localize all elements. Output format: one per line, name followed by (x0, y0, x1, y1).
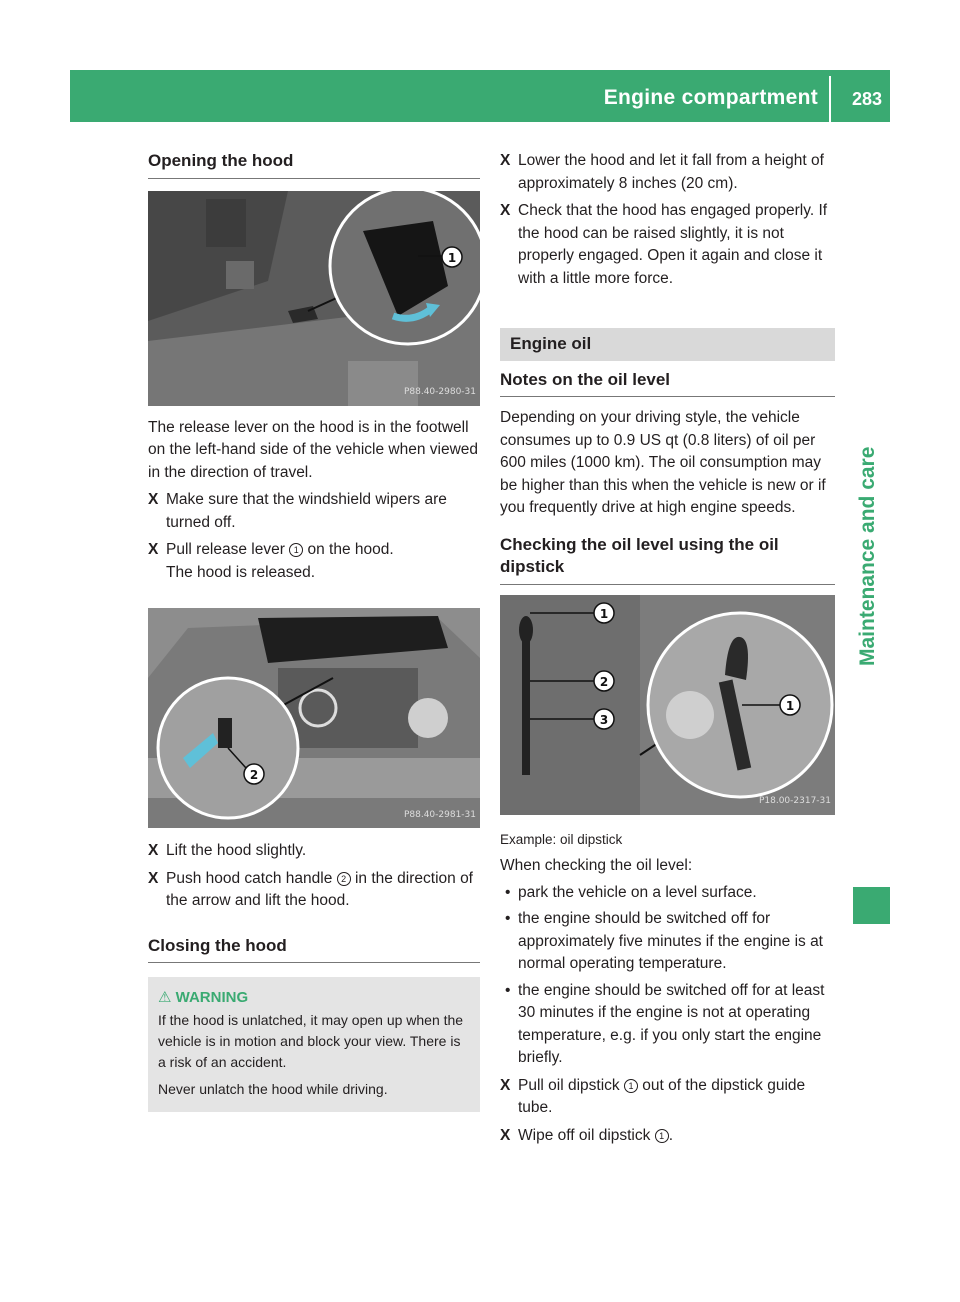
right-column (500, 150, 835, 1147)
hood-catch-image (148, 608, 480, 828)
callout-number-icon: 1 (655, 1129, 669, 1143)
bullet-icon: • (505, 981, 511, 999)
callout-number-icon: 1 (624, 1079, 638, 1093)
step-text: Push hood catch handle (166, 869, 337, 887)
list-item (500, 908, 835, 976)
step-arrow-icon: X (500, 1076, 511, 1094)
checking-intro: When checking the oil level: (500, 857, 693, 874)
image2-callout: 2 (249, 768, 259, 782)
chapter-title: Engine compartment (603, 86, 818, 109)
closing-hood-heading: Closing the hood (148, 935, 480, 964)
bullet-icon: • (505, 883, 511, 901)
instruction-step (148, 840, 480, 863)
bullet-icon: • (505, 910, 511, 927)
callout-number-icon: 1 (289, 543, 303, 557)
footwell-illustration (148, 191, 480, 406)
image3-callout: 3 (599, 712, 609, 727)
list-item (500, 882, 835, 905)
list-item-text: the engine should be switched off for at least 30 minutes if the engine is not at operating temperature, e.g. if you only start the engine briefly. (518, 981, 825, 1066)
release-lever-description: The release lever on the hood is in the footwell on the left-hand side of the vehicle when viewed in the direction of travel. (148, 418, 479, 481)
list-item-text: the engine should be switched off for approximately five minutes if the engine is at normal operating temperature. (518, 910, 823, 972)
step-text: on the hood. (303, 541, 394, 558)
image-reference-code: P88.40-2981-31 (403, 809, 476, 820)
checking-oil-heading: Checking the oil level using the oil dipstick (500, 534, 835, 585)
list-item (500, 980, 835, 1070)
warning-label: WARNING (175, 989, 249, 1006)
step-arrow-icon: X (148, 869, 159, 887)
step-arrow-icon: X (500, 1126, 511, 1144)
hood-release-lever-image (148, 191, 480, 406)
callout-number-icon: 2 (337, 872, 351, 886)
step-text: Pull release lever (166, 541, 290, 558)
instruction-step (148, 868, 480, 913)
warning-box (148, 977, 480, 1112)
step-text: Wipe off oil dipstick (518, 1126, 655, 1144)
instruction-step (500, 150, 835, 195)
warning-text: Never unlatch the hood while driving. (158, 1081, 388, 1097)
page-header (70, 70, 890, 122)
warning-text: If the hood is unlatched, it may open up when the vehicle is in motion and block your view. There is a risk of an accident. (158, 1012, 464, 1070)
instruction-step (500, 1125, 835, 1148)
instruction-step (148, 539, 480, 584)
step-text: . (668, 1126, 673, 1144)
oil-dipstick-image (500, 595, 835, 815)
instruction-step (500, 200, 835, 290)
oil-consumption-paragraph: Depending on your driving style, the vehicle consumes up to 0.9 US qt (0.8 liters) of oil per 600 miles (1000 km). The oil consumption may be higher than this when the vehicle is new or if you frequently drive at high engine speeds. (500, 409, 826, 516)
oil-level-notes-heading: Notes on the oil level (500, 369, 835, 398)
image1-callout: 1 (447, 250, 457, 265)
vehicle-front-illustration (148, 608, 480, 828)
step-arrow-icon: X (500, 152, 511, 169)
opening-hood-heading: Opening the hood (148, 150, 480, 179)
left-column (148, 150, 480, 1112)
warning-triangle-icon: ⚠ (158, 989, 172, 1006)
step-text: Make sure that the windshield wipers are turned off. (166, 491, 447, 531)
image-reference-code: P88.40-2980-31 (403, 387, 476, 397)
image-caption: Example: oil dipstick (500, 831, 623, 847)
page-number: 283 (851, 89, 882, 109)
image-reference-code: P18.00-2317-31 (758, 796, 831, 806)
engine-bay-illustration (500, 595, 835, 815)
engine-oil-heading: Engine oil (500, 328, 835, 361)
step-text: Lift the hood slightly. (166, 842, 307, 859)
step-result: The hood is released. (166, 563, 316, 581)
image3-callout: 1 (599, 606, 609, 621)
step-text: in the direction of the arrow and lift the hood. (166, 869, 473, 909)
side-tab-label: Maintenance and care (856, 446, 879, 666)
step-arrow-icon: X (500, 202, 511, 219)
step-text: out of the dipstick guide tube. (518, 1076, 806, 1116)
step-arrow-icon: X (148, 491, 159, 508)
image3-callout: 2 (599, 674, 609, 689)
instruction-step (148, 489, 480, 534)
step-text: Pull oil dipstick (518, 1076, 624, 1094)
instruction-step (500, 1075, 835, 1120)
side-tab-marker (853, 887, 890, 924)
header-divider (829, 76, 831, 122)
warning-header (158, 987, 470, 1008)
step-text: Lower the hood and let it fall from a height of approximately 8 inches (20 cm). (518, 152, 824, 192)
step-arrow-icon: X (148, 842, 159, 859)
list-item-text: park the vehicle on a level surface. (518, 883, 757, 901)
step-arrow-icon: X (148, 541, 159, 558)
image3-callout: 1 (785, 698, 795, 713)
step-text: Check that the hood has engaged properly. If the hood can be raised slightly, it is not properly engaged. Open it again and close it with a little more force. (518, 202, 828, 287)
